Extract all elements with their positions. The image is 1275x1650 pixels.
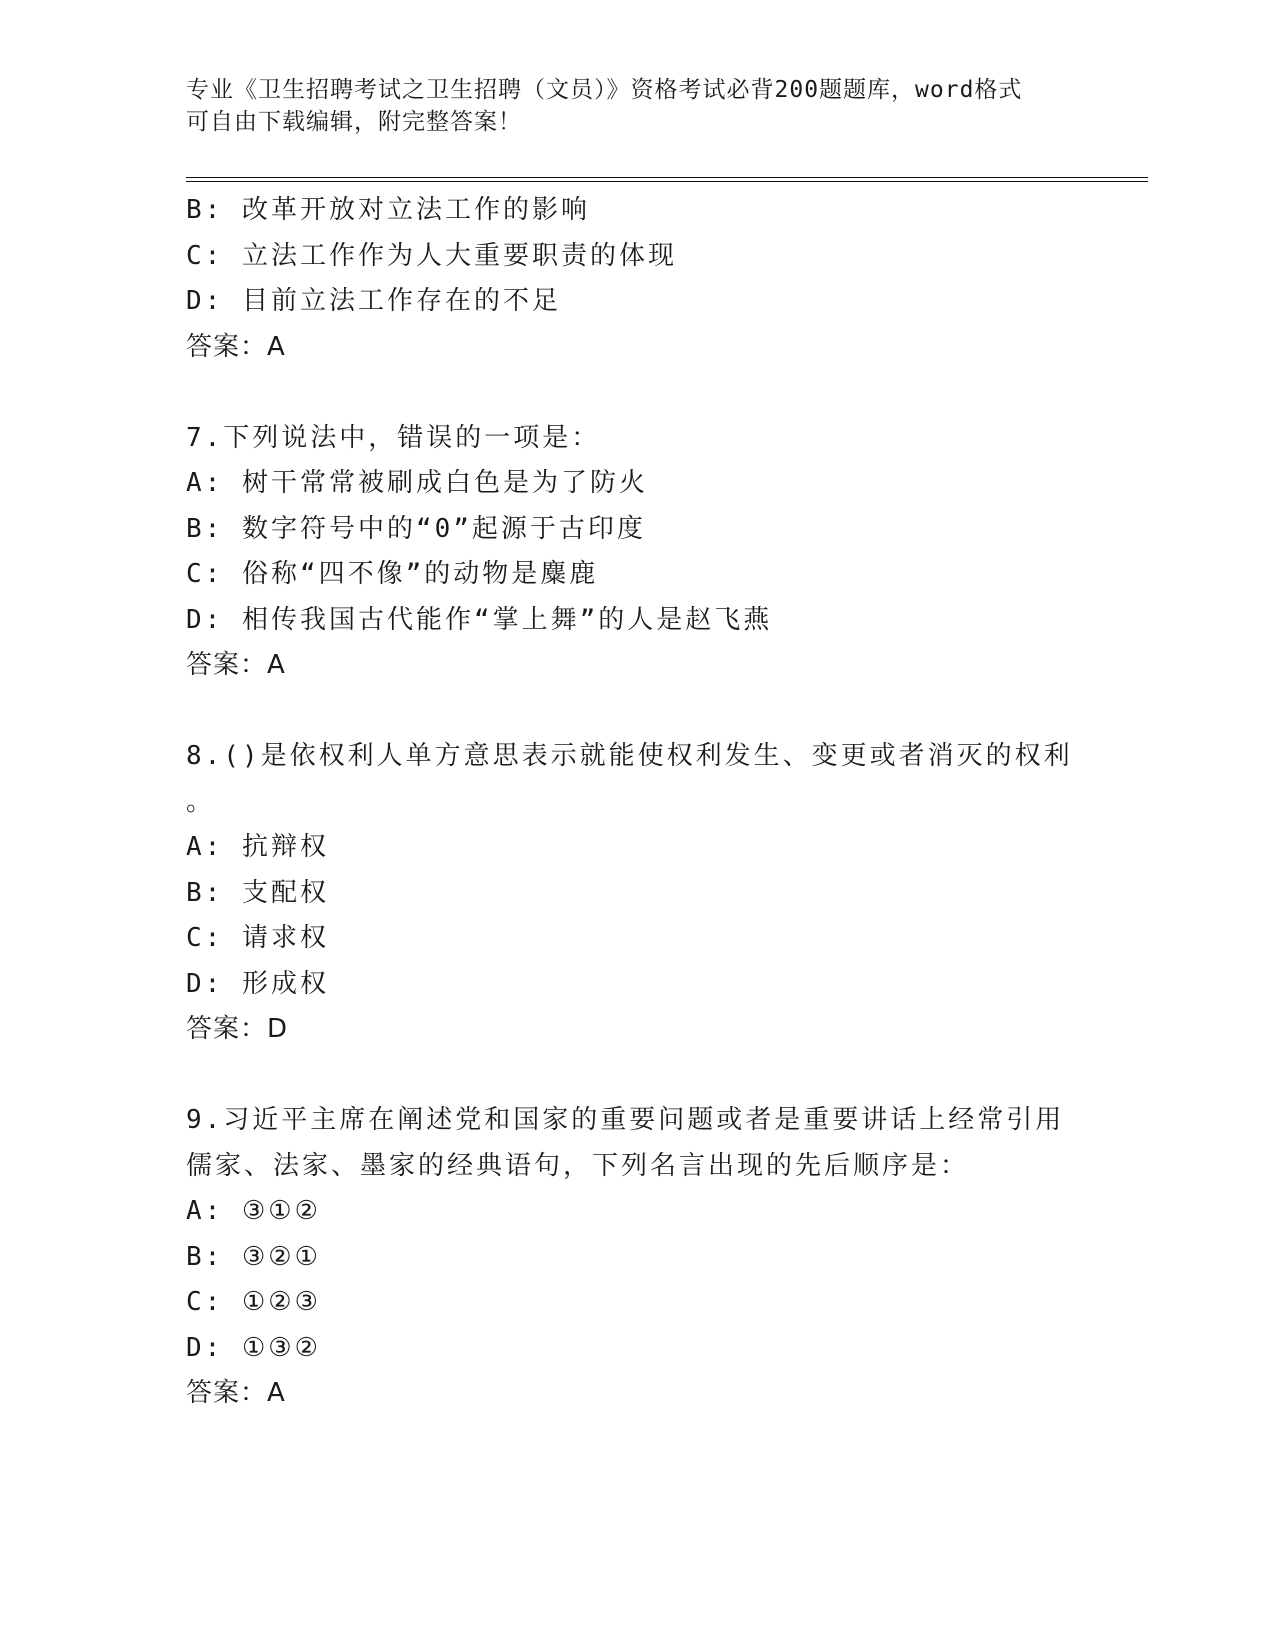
- question-stem: 9.习近平主席在阐述党和国家的重要问题或者是重要讲话上经常引用: [186, 1105, 1065, 1135]
- answer-line: 答案：A: [186, 1378, 286, 1408]
- option-a: A: 树干常常被刷成白色是为了防火: [186, 468, 648, 498]
- question-stem-continuation: 儒家、法家、墨家的经典语句，下列名言出现的先后顺序是：: [186, 1150, 970, 1181]
- option-c: C: ①②③: [186, 1287, 321, 1317]
- option-b: B: 改革开放对立法工作的影响: [186, 195, 590, 225]
- spacer: [186, 1053, 1086, 1099]
- option-a: A: 抗辩权: [186, 832, 329, 862]
- option-d: D: 相传我国古代能作“掌上舞”的人是赵飞燕: [186, 604, 773, 635]
- question-stem-continuation: 。: [186, 786, 216, 817]
- option-d: D: 形成权: [186, 968, 329, 999]
- option-d: D: ①③②: [186, 1332, 321, 1363]
- spacer: [186, 370, 1086, 416]
- option-b: B: 数字符号中的“0”起源于古印度: [186, 513, 646, 544]
- option-c: C: 请求权: [186, 923, 329, 953]
- answer-line: 答案：A: [186, 331, 286, 362]
- option-c: C: 立法工作作为人大重要职责的体现: [186, 240, 677, 271]
- header-rule-bottom: [186, 181, 1148, 182]
- question-stem: 7.下列说法中，错误的一项是：: [186, 422, 601, 453]
- option-b: B: ③②①: [186, 1241, 321, 1272]
- header-rule-top: [186, 177, 1148, 178]
- document-body: [186, 188, 1086, 1417]
- question-block-6: [186, 188, 1086, 370]
- header-title-line2: 可自由下载编辑，附完整答案！: [186, 109, 522, 135]
- document-header: [186, 74, 1066, 138]
- option-a: A: ③①②: [186, 1196, 321, 1226]
- spacer: [186, 689, 1086, 735]
- question-block-7: [186, 416, 1086, 689]
- question-stem: 8.()是依权利人单方意思表示就能使权利发生、变更或者消灭的权利: [186, 741, 1073, 771]
- question-block-9: [186, 1098, 1086, 1417]
- question-block-8: [186, 734, 1086, 1053]
- option-d: D: 目前立法工作存在的不足: [186, 286, 561, 316]
- answer-line: 答案：A: [186, 650, 286, 680]
- header-title-line1: 专业《卫生招聘考试之卫生招聘（文员）》资格考试必背200题题库，word格式: [186, 77, 1023, 103]
- answer-line: 答案：D: [186, 1014, 289, 1044]
- option-b: B: 支配权: [186, 877, 329, 908]
- option-c: C: 俗称“四不像”的动物是麋鹿: [186, 559, 599, 589]
